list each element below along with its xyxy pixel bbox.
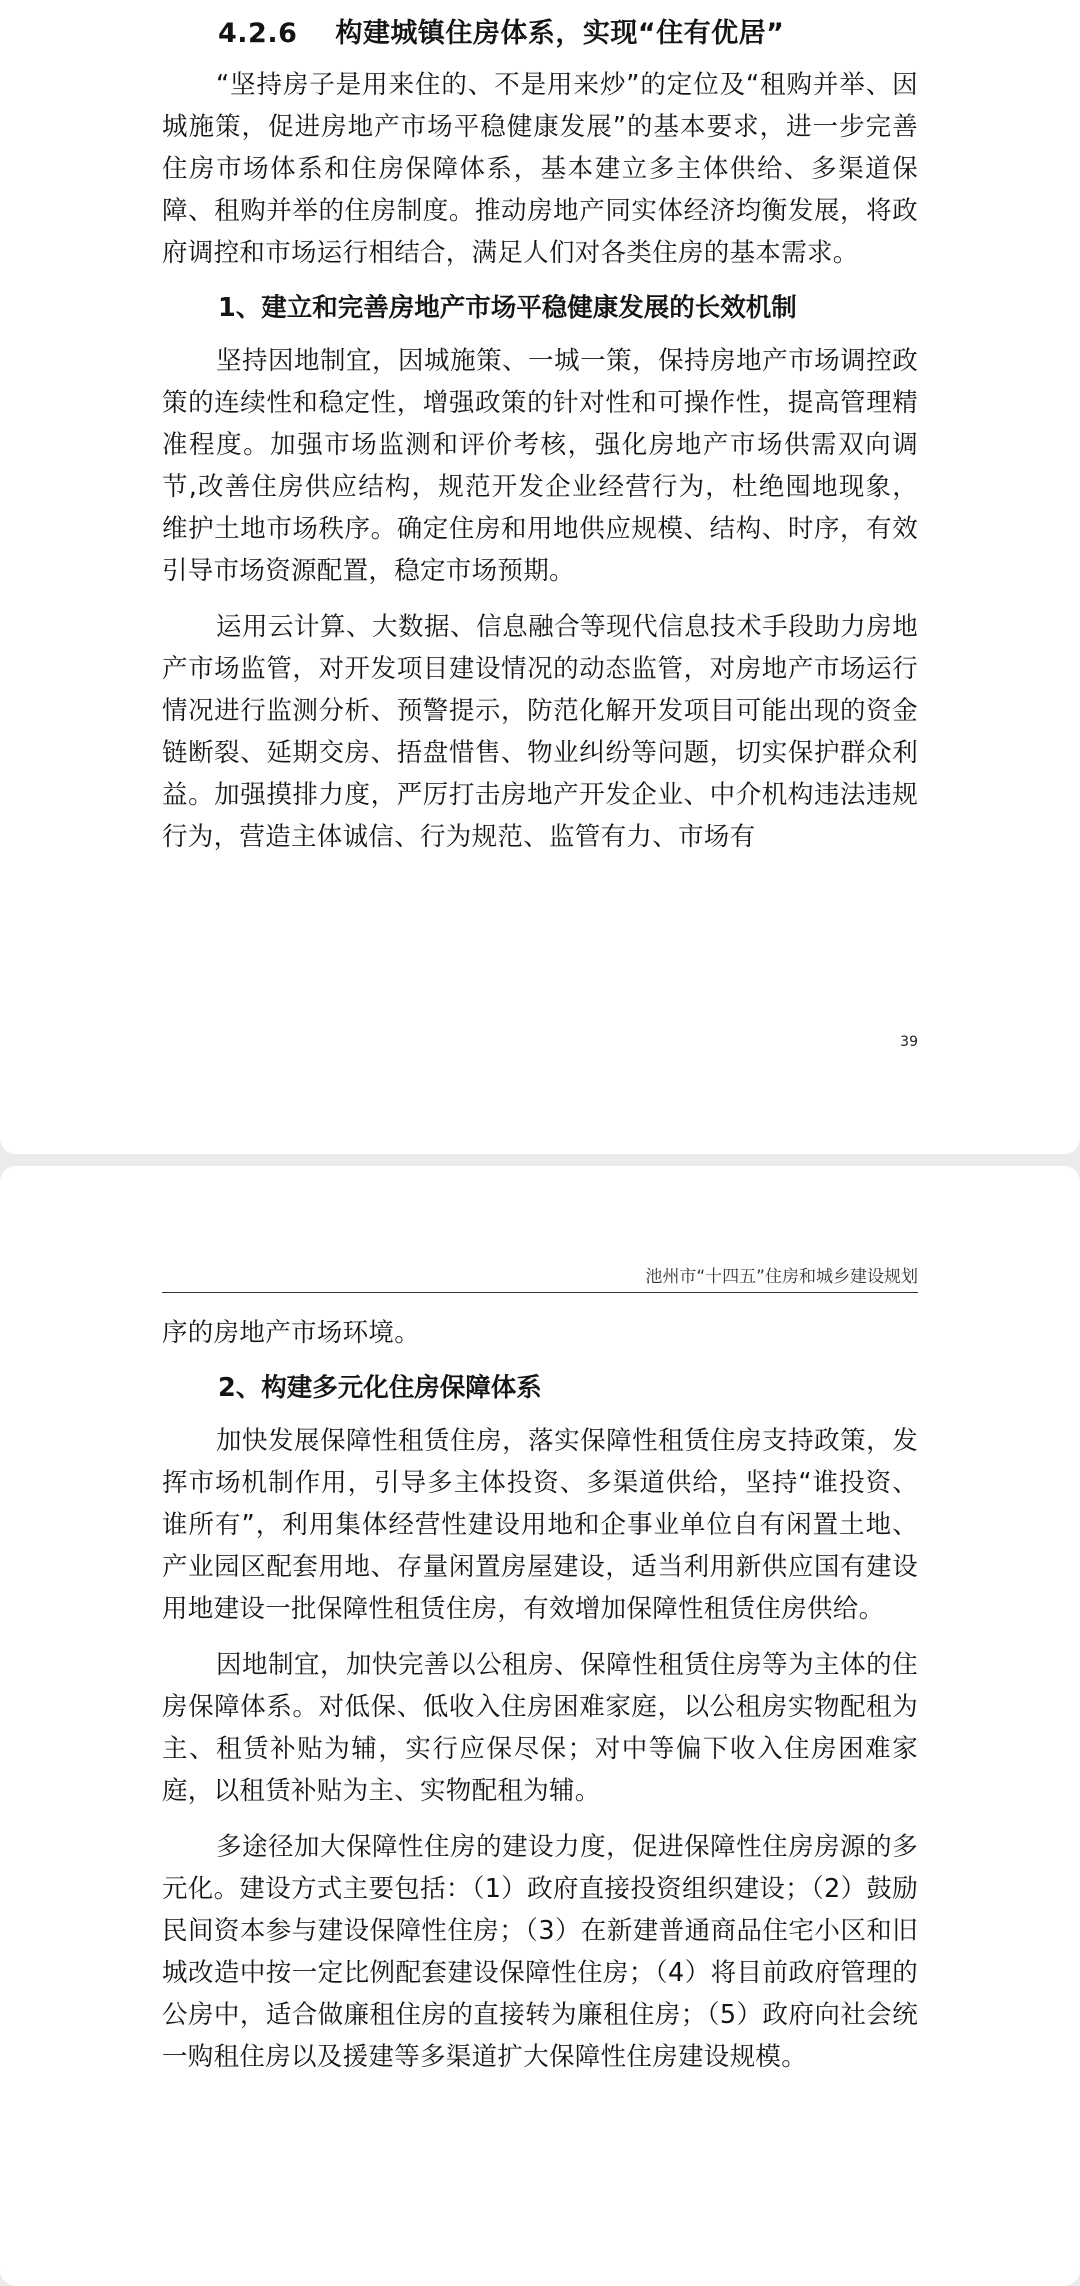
subsection-heading-1: 1、建立和完善房地产市场平稳健康发展的长效机制 (218, 293, 797, 323)
body-paragraph: 多途径加大保障性住房的建设力度，促进保障性住房房源的多元化。建设方式主要包括：（1）政府直接投资组织建设；（2）鼓励民间资本参与建设保障性住房；（3）在新建普通商品住宅小区和旧城改造中按一定比例配套建设保障性住房；（4）将目前政府管理的公房中，适合做廉租住房的直接转为廉租住房；（5）政府向社会统一购租住房以及援建等多渠道扩大保障性住房建设规模。 (162, 1832, 918, 2072)
section-number: 4.2.6 (218, 18, 298, 49)
page-number: 39 (900, 1034, 918, 1050)
page-content (162, 1312, 918, 2092)
body-paragraph: 因地制宜，加快完善以公租房、保障性租赁住房等为主体的住房保障体系。对低保、低收入住房困难家庭，以公租房实物配租为主、租赁补贴为辅，实行应保尽保；对中等偏下收入住房困难家庭，以租赁补贴为主、实物配租为辅。 (162, 1650, 918, 1806)
section-title-text: 构建城镇住房体系，实现“住有优居” (335, 18, 785, 49)
body-paragraph: 运用云计算、大数据、信息融合等现代信息技术手段助力房地产市场监管，对开发项目建设情况的动态监管，对房地产市场运行情况进行监测分析、预警提示，防范化解开发项目可能出现的资金链断裂、延期交房、捂盘惜售、物业纠纷等问题，切实保护群众利益。加强摸排力度，严厉打击房地产开发企业、中介机构违法违规行为，营造主体诚信、行为规范、监管有力、市场有 (162, 612, 918, 852)
body-paragraph: 加快发展保障性租赁住房，落实保障性租赁住房支持政策，发挥市场机制作用，引导多主体投资、多渠道供给，坚持“谁投资、谁所有”，利用集体经营性建设用地和企事业单位自有闲置土地、产业园区配套用地、存量闲置房屋建设，适当利用新供应国有建设用地建设一批保障性租赁住房，有效增加保障性租赁住房供给。 (162, 1426, 918, 1624)
document-page-40 (0, 1166, 1080, 2286)
body-paragraph: 坚持因地制宜，因城施策、一城一策，保持房地产市场调控政策的连续性和稳定性，增强政策的针对性和可操作性，提高管理精准程度。加强市场监测和评价考核，强化房地产市场供需双向调节,改善住房供应结构，规范开发企业经营行为，杜绝囤地现象，维护土地市场秩序。确定住房和用地供应规模、结构、时序，有效引导市场资源配置，稳定市场预期。 (162, 346, 918, 586)
subsection-heading-2: 2、构建多元化住房保障体系 (218, 1373, 542, 1403)
running-header: 池州市“十四五”住房和城乡建设规划 (162, 1263, 918, 1293)
section-title (218, 14, 918, 54)
intro-paragraph: “坚持房子是用来住的、不是用来炒”的定位及“租购并举、因城施策，促进房地产市场平稳健康发展”的基本要求，进一步完善住房市场体系和住房保障体系，基本建立多主体供给、多渠道保障、租购并举的住房制度。推动房地产同实体经济均衡发展，将政府调控和市场运行相结合，满足人们对各类住房的基本需求。 (162, 70, 918, 268)
page-content (162, 14, 918, 872)
continuation-text: 序的房地产市场环境。 (162, 1318, 421, 1348)
